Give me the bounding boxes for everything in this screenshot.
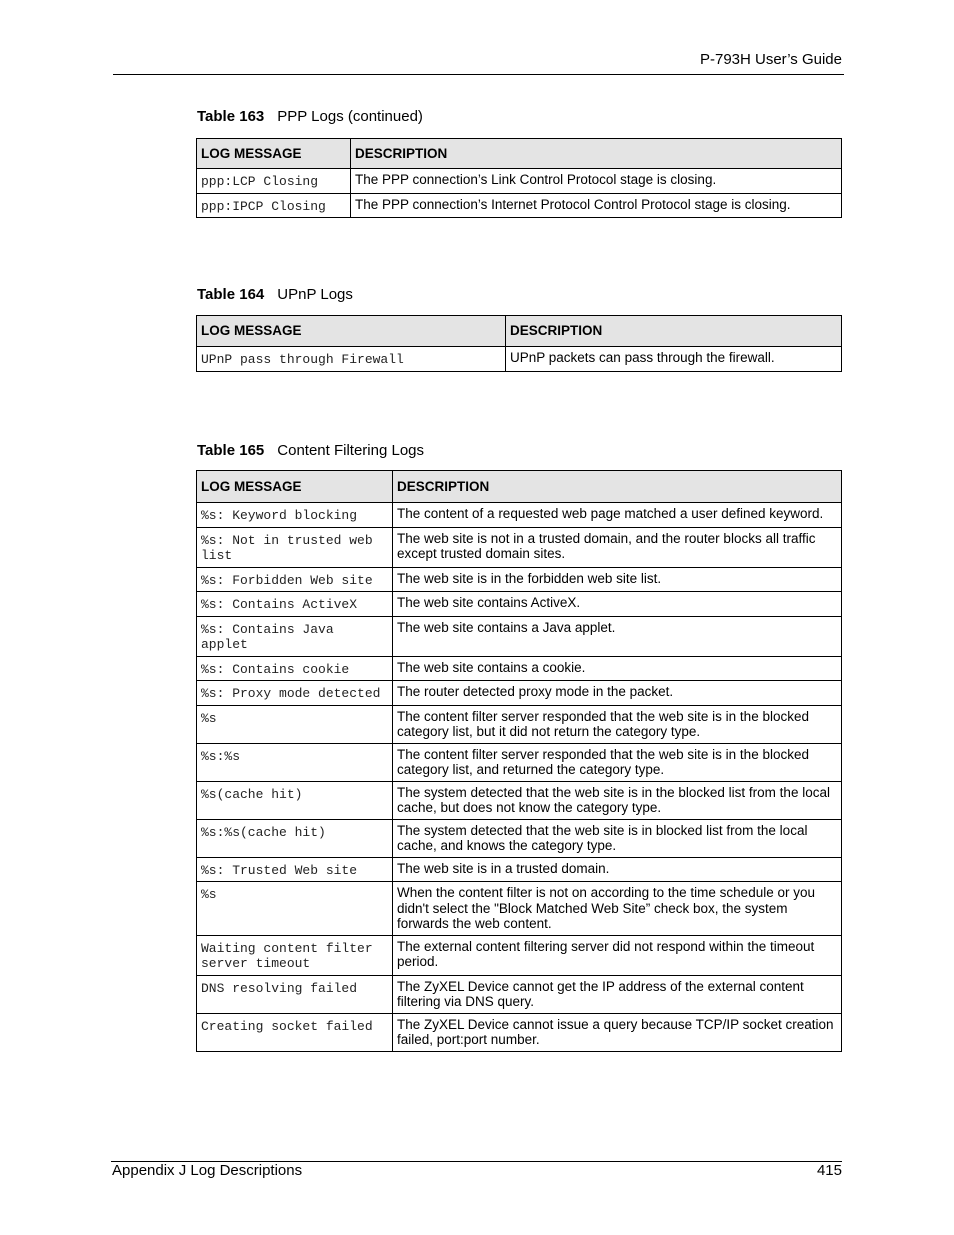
header-divider (113, 74, 844, 75)
description-cell: The ZyXEL Device cannot issue a query because TCP/IP socket creation failed, port:port number. (393, 1013, 842, 1051)
table-row (197, 781, 842, 819)
log-message-cell: %s (197, 882, 393, 936)
page-number: 415 (816, 1162, 842, 1179)
table-row (197, 592, 842, 617)
table-row (197, 975, 842, 1013)
table-number: Table 164 (197, 286, 265, 303)
log-message-cell: %s:%s(cache hit) (197, 819, 393, 857)
table-163-ppp-logs (196, 138, 842, 218)
table-row (197, 935, 842, 975)
table-row (197, 1013, 842, 1051)
table-number: Table 165 (197, 442, 265, 459)
log-message-cell: ppp:IPCP Closing (197, 193, 351, 218)
table-165-content-filtering-logs (196, 470, 842, 1052)
footer-section-title: Appendix J Log Descriptions (112, 1162, 303, 1179)
log-message-cell: DNS resolving failed (197, 975, 393, 1013)
table-header-row (197, 139, 842, 169)
description-cell: The web site contains a cookie. (393, 656, 842, 681)
description-cell: The router detected proxy mode in the packet. (393, 681, 842, 706)
table-row (197, 347, 842, 372)
log-message-cell: %s: Contains ActiveX (197, 592, 393, 617)
description-cell: The content filter server responded that the web site is in the blocked category list, but it did not return the category type. (393, 705, 842, 743)
table-row (197, 681, 842, 706)
table-header-row (197, 316, 842, 347)
description-cell: The web site is in the forbidden web site list. (393, 567, 842, 592)
log-message-cell: ppp:LCP Closing (197, 169, 351, 194)
table-165-caption (197, 442, 424, 459)
description-cell: The content of a requested web page matched a user defined keyword. (393, 503, 842, 528)
log-message-cell: %s: Contains cookie (197, 656, 393, 681)
column-header-log-message: LOG MESSAGE (197, 471, 393, 503)
description-cell: The PPP connection’s Link Control Protocol stage is closing. (351, 169, 842, 194)
table-row (197, 743, 842, 781)
description-cell: The web site is in a trusted domain. (393, 857, 842, 882)
table-row (197, 819, 842, 857)
table-row (197, 567, 842, 592)
log-message-cell: %s: Keyword blocking (197, 503, 393, 528)
table-164-caption (197, 286, 353, 303)
description-cell: The external content filtering server did not respond within the timeout period. (393, 935, 842, 975)
description-cell: The system detected that the web site is in the blocked list from the local cache, but does not know the category type. (393, 781, 842, 819)
description-cell: The system detected that the web site is in blocked list from the local cache, and knows the category type. (393, 819, 842, 857)
table-title: Content Filtering Logs (277, 442, 425, 459)
log-message-cell: %s: Contains Java applet (197, 616, 393, 656)
table-row (197, 527, 842, 567)
log-message-cell: Waiting content filter server timeout (197, 935, 393, 975)
table-row (197, 616, 842, 656)
log-message-cell: %s: Proxy mode detected (197, 681, 393, 706)
log-message-cell: %s:%s (197, 743, 393, 781)
table-title: PPP Logs (continued) (277, 108, 423, 125)
description-cell: The content filter server responded that the web site is in the blocked category list, and returned the category type. (393, 743, 842, 781)
log-message-cell: UPnP pass through Firewall (197, 347, 506, 372)
description-cell: The web site contains ActiveX. (393, 592, 842, 617)
log-message-cell: Creating socket failed (197, 1013, 393, 1051)
description-cell: The web site contains a Java applet. (393, 616, 842, 656)
table-header-row (197, 471, 842, 503)
table-row (197, 857, 842, 882)
table-row (197, 169, 842, 194)
column-header-description: DESCRIPTION (506, 316, 842, 347)
log-message-cell: %s: Not in trusted web list (197, 527, 393, 567)
column-header-log-message: LOG MESSAGE (197, 316, 506, 347)
description-cell: The PPP connection’s Internet Protocol Control Protocol stage is closing. (351, 193, 842, 218)
column-header-log-message: LOG MESSAGE (197, 139, 351, 169)
table-number: Table 163 (197, 108, 265, 125)
table-title: UPnP Logs (277, 286, 353, 303)
table-163-caption (197, 108, 423, 125)
table-row (197, 656, 842, 681)
description-cell: The ZyXEL Device cannot get the IP address of the external content filtering via DNS query. (393, 975, 842, 1013)
table-row (197, 882, 842, 936)
table-row (197, 193, 842, 218)
description-cell: The web site is not in a trusted domain, and the router blocks all traffic except trusted domain sites. (393, 527, 842, 567)
log-message-cell: %s(cache hit) (197, 781, 393, 819)
table-164-upnp-logs (196, 315, 842, 372)
running-header-title: P-793H User’s Guide (699, 51, 842, 68)
log-message-cell: %s: Forbidden Web site (197, 567, 393, 592)
table-row (197, 503, 842, 528)
table-row (197, 705, 842, 743)
description-cell: When the content filter is not on according to the time schedule or you didn't select the "Block Matched Web Site” check box, the system forwards the web content. (393, 882, 842, 936)
column-header-description: DESCRIPTION (393, 471, 842, 503)
log-message-cell: %s (197, 705, 393, 743)
log-message-cell: %s: Trusted Web site (197, 857, 393, 882)
description-cell: UPnP packets can pass through the firewall. (506, 347, 842, 372)
column-header-description: DESCRIPTION (351, 139, 842, 169)
